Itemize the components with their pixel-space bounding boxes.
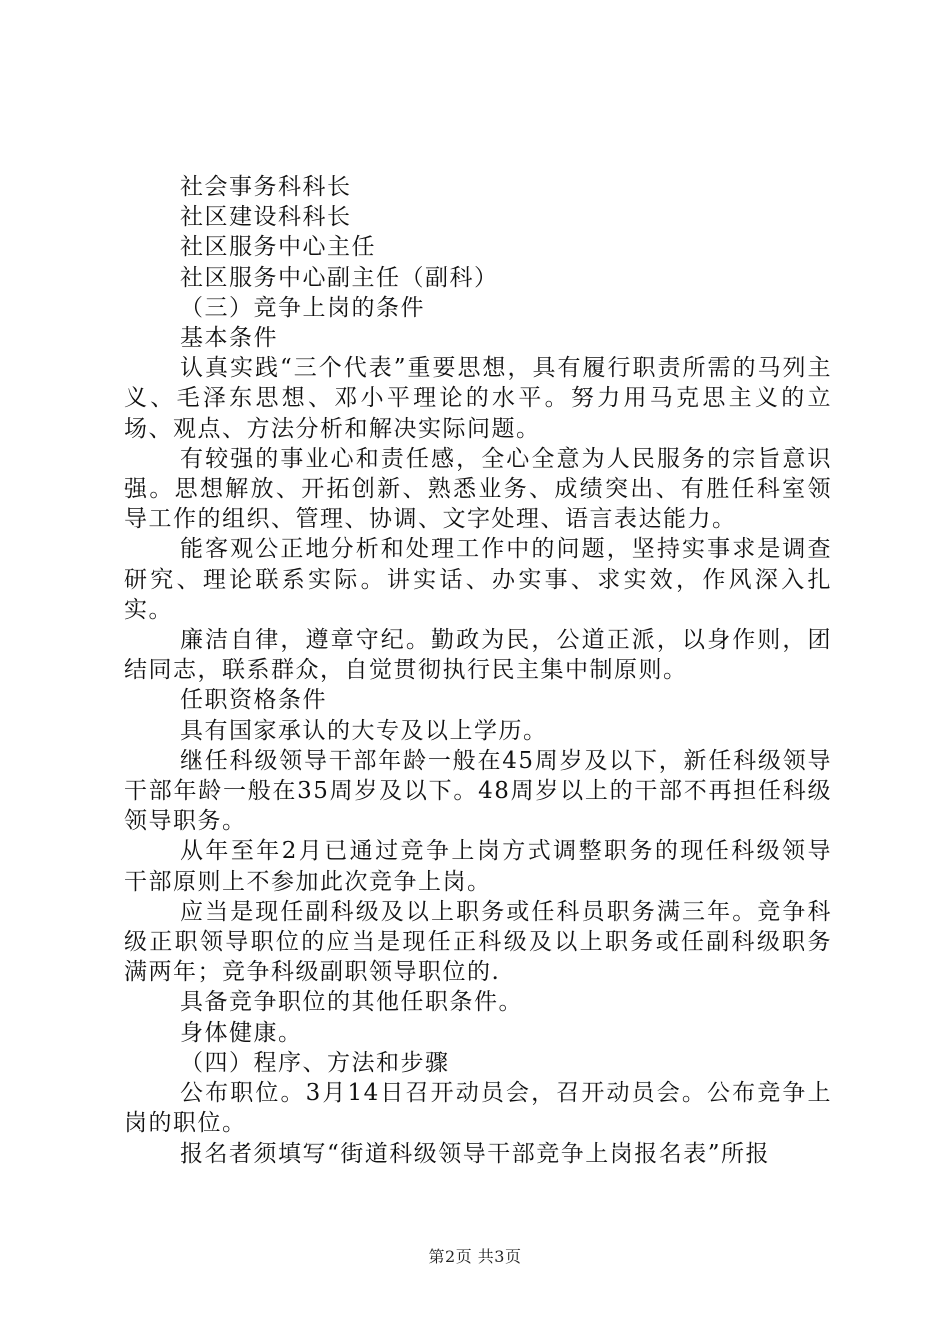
- subsection-heading: 任职资格条件: [180, 687, 327, 714]
- document-body: [124, 172, 832, 1169]
- paragraph: 廉洁自律，遵章守纪。勤政为民，公道正派，以身作则，团结同志，联系群众，自觉贯彻执行民主集中制原则。: [124, 627, 832, 684]
- paragraph: 社区建设科科长: [180, 204, 352, 231]
- paragraph: 应当是现任副科级及以上职务或任科员职务满三年。竞争科级正职领导职位的应当是现任正科级及以上职务或任副科级职务满两年；竞争科级副职领导职位的.: [124, 898, 832, 986]
- paragraph: 继任科级领导干部年龄一般在45周岁及以下，新任科级领导干部年龄一般在35周岁及以下。48周岁以上的干部不再担任科级领导职务。: [124, 747, 832, 835]
- subsection-heading: 基本条件: [180, 325, 278, 352]
- section-heading: （四）程序、方法和步骤: [180, 1049, 450, 1076]
- paragraph: 公布职位。3月14日召开动员会，召开动员会。公布竞争上岗的职位。: [124, 1080, 832, 1137]
- paragraph: 社区服务中心主任: [180, 234, 376, 261]
- paragraph: 社会事务科科长: [180, 174, 352, 200]
- paragraph: 社区服务中心副主任（副科）: [180, 264, 499, 291]
- paragraph: 身体健康。: [180, 1019, 303, 1046]
- paragraph: 有较强的事业心和责任感，全心全意为人民服务的宗旨意识强。思想解放、开拓创新、熟悉业务、成绩突出、有胜任科室领导工作的组织、管理、协调、文字处理、语言表达能力。: [124, 445, 832, 533]
- paragraph: 具备竞争职位的其他任职条件。: [180, 989, 523, 1016]
- paragraph: 从年至年2月已通过竞争上岗方式调整职务的现任科级领导干部原则上不参加此次竞争上岗。: [124, 838, 832, 895]
- paragraph: 认真实践“三个代表”重要思想，具有履行职责所需的马列主义、毛泽东思想、邓小平理论的水平。努力用马克思主义的立场、观点、方法分析和解决实际问题。: [124, 355, 832, 442]
- paragraph: 报名者须填写“街道科级领导干部竞争上岗报名表”所报: [180, 1140, 771, 1167]
- paragraph: 具有国家承认的大专及以上学历。: [180, 717, 548, 744]
- paragraph: 能客观公正地分析和处理工作中的问题，坚持实事求是调查研究、理论联系实际。讲实话、办实事、求实效，作风深入扎实。: [124, 536, 832, 623]
- section-heading: （三）竞争上岗的条件: [180, 294, 425, 321]
- page-number-footer: 第2页 共3页: [428, 1247, 522, 1266]
